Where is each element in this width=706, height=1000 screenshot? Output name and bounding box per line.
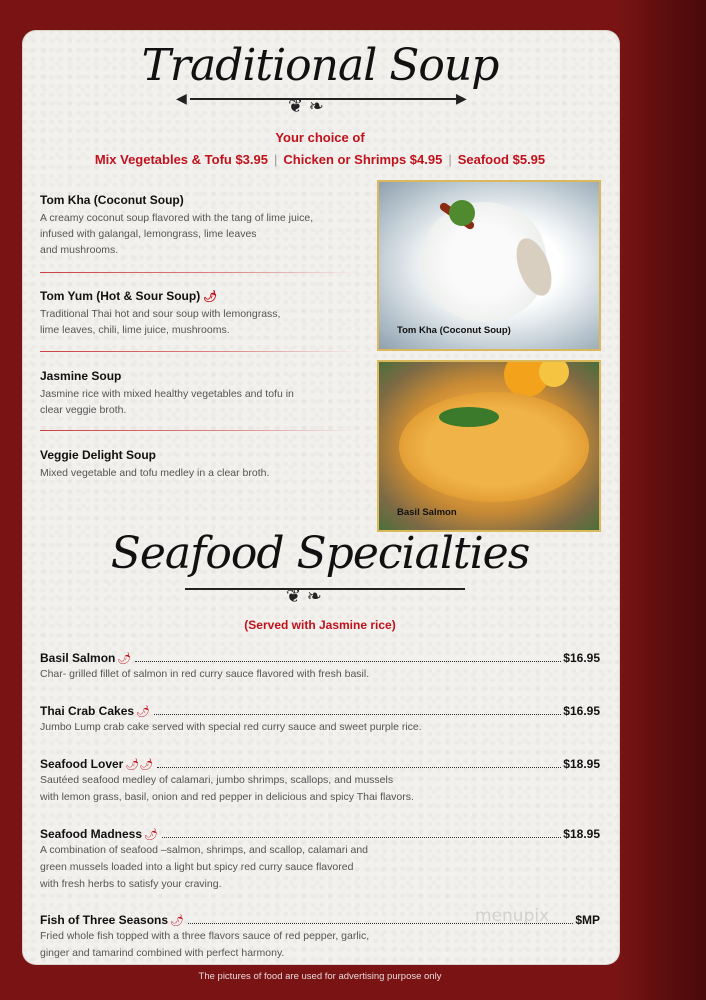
title-underline <box>190 98 460 100</box>
photo-caption: Tom Kha (Coconut Soup) <box>397 325 511 336</box>
soup-name <box>40 289 340 303</box>
soup-description <box>40 465 340 481</box>
soup-name-text: Tom Yum (Hot & Sour Soup) <box>40 289 201 303</box>
title-underline <box>185 588 465 590</box>
item-price: $16.95 <box>563 704 600 718</box>
chili-pepper-icon: 🌶 <box>117 653 132 665</box>
leader-dots <box>162 828 561 838</box>
section-title-soup: Traditional Soup <box>141 40 499 91</box>
item-description <box>40 842 600 893</box>
choice-title: Your choice of <box>275 130 365 145</box>
seafood-subtitle: (Served with Jasmine rice) <box>244 618 396 632</box>
soup-item <box>40 448 340 481</box>
item-price: $16.95 <box>563 651 600 665</box>
leader-dots <box>154 705 561 715</box>
photo-tom-kha <box>377 180 601 351</box>
description-line: A creamy coconut soup flavored with the tang of lime juice, <box>40 212 314 224</box>
choice-chicken: Chicken or Shrimps $4.95 <box>283 152 443 167</box>
item-name: Fish of Three Seasons <box>40 913 169 927</box>
description-line: Sautéed seafood medley of calamari, jumbo shrimps, scallops, and mussels <box>40 774 394 786</box>
price-choices <box>0 152 640 167</box>
ornament-scroll-icon: ❦ ❧ <box>288 96 324 117</box>
soup-item <box>40 193 340 258</box>
item-name: Basil Salmon <box>40 651 116 665</box>
chili-pepper-icon: 🌶 <box>144 829 158 841</box>
item-divider <box>40 430 358 431</box>
item-header <box>40 704 600 718</box>
chili-pepper-icon: 🌶 <box>170 915 185 927</box>
description-line: and mushrooms. <box>40 244 119 256</box>
chili-pepper-icon: 🌶 <box>203 291 218 303</box>
flourish-left-icon: ◀ <box>176 90 187 106</box>
description-line: lime leaves, chili, lime juice, mushrooms. <box>40 324 230 336</box>
soup-name-text: Jasmine Soup <box>40 369 122 383</box>
item-description <box>40 719 600 736</box>
description-line: Mixed vegetable and tofu medley in a clear broth. <box>40 467 270 479</box>
chili-pepper-icon: 🌶 <box>125 759 140 771</box>
item-divider <box>40 272 358 273</box>
item-price: $18.95 <box>563 827 600 841</box>
seafood-item <box>40 704 600 736</box>
seafood-item <box>40 827 600 893</box>
description-line: clear veggie broth. <box>40 404 127 416</box>
item-header <box>40 827 600 841</box>
soup-item <box>40 369 340 418</box>
description-line: green mussels loaded into a light but spicy red curry sauce flavored <box>40 861 354 873</box>
soup-description <box>40 210 340 258</box>
description-line: Jasmine rice with mixed healthy vegetables and tofu in <box>40 388 294 400</box>
item-name: Thai Crab Cakes <box>40 704 135 718</box>
description-line: Traditional Thai hot and sour soup with lemongrass, <box>40 308 281 320</box>
section-title-seafood: Seafood Specialties <box>110 528 530 579</box>
background-edge <box>616 0 706 1000</box>
item-price: $18.95 <box>563 757 600 771</box>
ornament-scroll-icon: ❦ ❧ <box>286 586 322 607</box>
choice-separator: | <box>448 152 452 167</box>
item-header <box>40 651 600 665</box>
choice-seafood: Seafood $5.95 <box>457 152 546 167</box>
description-line: infused with galangal, lemongrass, lime leaves <box>40 228 257 240</box>
description-line: ginger and tamarind combined with perfect harmony. <box>40 947 285 959</box>
item-header <box>40 757 600 771</box>
chili-pepper-icon: 🌶 <box>136 706 151 718</box>
item-name: Seafood Madness <box>40 827 143 841</box>
soup-name <box>40 369 340 383</box>
soup-item <box>40 289 340 338</box>
flourish-right-icon: ▶ <box>456 90 467 106</box>
description-line: with lemon grass, basil, onion and red pepper in delicious and spicy Thai flavors. <box>40 791 414 803</box>
seafood-item <box>40 757 600 806</box>
description-line: Char- grilled fillet of salmon in red curry sauce flavored with fresh basil. <box>40 668 370 680</box>
description-line: Fried whole fish topped with a three flavors sauce of red pepper, garlic, <box>40 930 370 942</box>
photo-basil-salmon <box>377 360 601 532</box>
soup-name <box>40 448 340 462</box>
choice-separator: | <box>273 152 278 167</box>
item-description <box>40 772 600 806</box>
soup-description <box>40 386 340 418</box>
seafood-item <box>40 651 600 683</box>
photo-caption: Basil Salmon <box>397 507 457 518</box>
soup-name-text: Veggie Delight Soup <box>40 448 157 462</box>
item-price: $MP <box>575 913 600 927</box>
item-name: Seafood Lover <box>40 757 124 771</box>
soup-name-text: Tom Kha (Coconut Soup) <box>40 193 184 207</box>
chili-pepper-icon: 🌶 <box>139 759 154 771</box>
footer-note: The pictures of food are used for advertising purpose only <box>198 971 442 982</box>
item-divider <box>40 351 358 352</box>
description-line: A combination of seafood –salmon, shrimps, and scallop, calamari and <box>40 844 369 856</box>
soup-name <box>40 193 340 207</box>
description-line: with fresh herbs to satisfy your craving. <box>40 878 222 890</box>
leader-dots <box>135 652 561 662</box>
item-description <box>40 928 600 962</box>
soup-description <box>40 306 340 338</box>
choice-veg: Mix Vegetables & Tofu $3.95 <box>94 152 268 167</box>
watermark: menupix <box>475 906 550 926</box>
item-description <box>40 666 600 683</box>
leader-dots <box>157 758 561 768</box>
description-line: Jumbo Lump crab cake served with special red curry sauce and sweet purple rice. <box>40 721 422 733</box>
